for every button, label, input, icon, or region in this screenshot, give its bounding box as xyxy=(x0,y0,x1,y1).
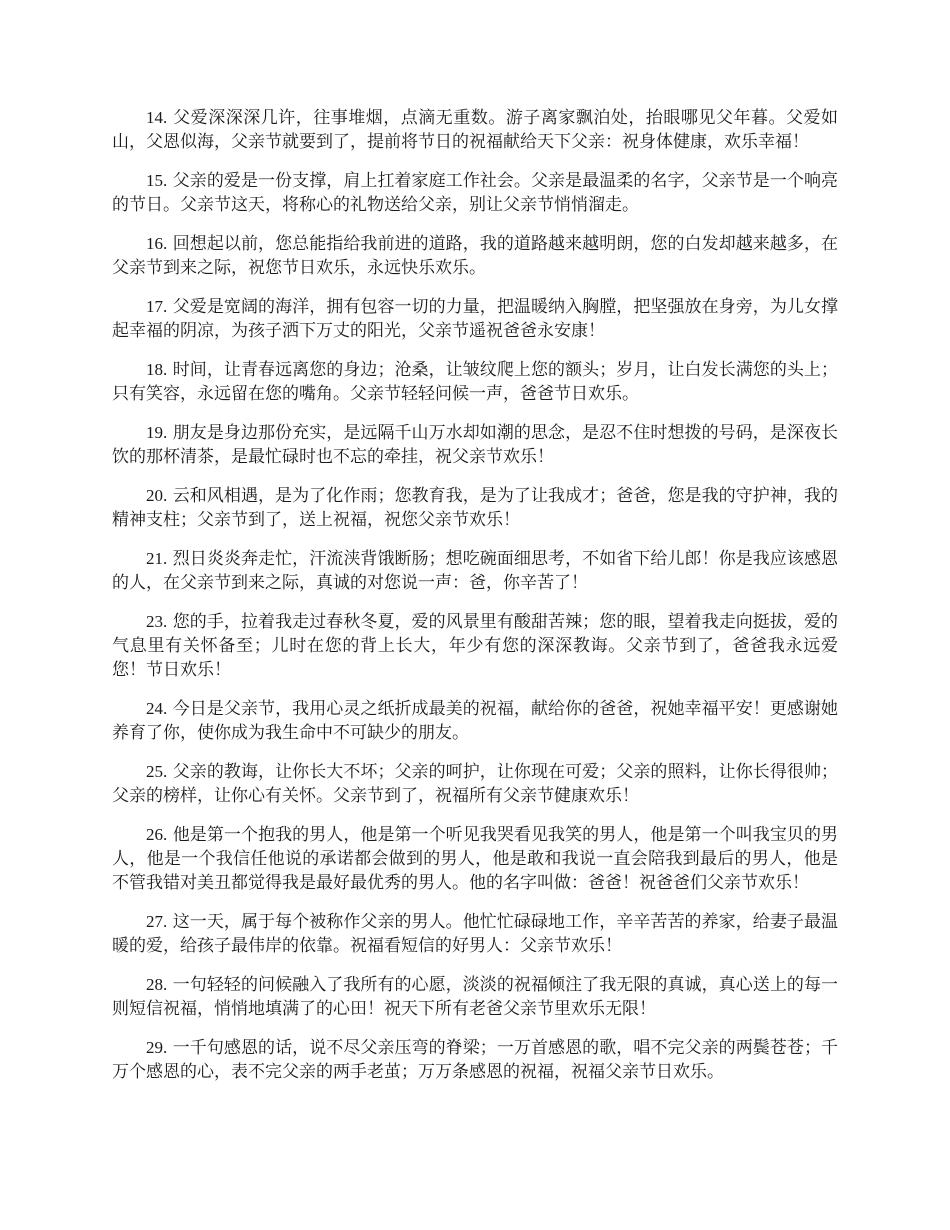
paragraph-number: 25. xyxy=(146,762,168,781)
paragraph-number: 16. xyxy=(146,234,168,253)
paragraph-28 xyxy=(112,973,838,1021)
paragraph-number: 29. xyxy=(146,1038,168,1057)
paragraph-text: 今日是父亲节，我用心灵之纸折成最美的祝福，献给你的爸爸，祝她幸福平安！更感谢她养育了你，使你成为我生命中不可缺少的朋友。 xyxy=(112,699,839,743)
paragraph-text: 云和风相遇，是为了化作雨；您教育我，是为了让我成才；爸爸，您是我的守护神，我的精神支柱；父亲节到了，送上祝福，祝您父亲节欢乐！ xyxy=(112,486,839,530)
paragraph-number: 14. xyxy=(146,108,168,127)
paragraph-number: 20. xyxy=(146,486,168,505)
paragraph-20 xyxy=(112,484,838,532)
paragraph-16 xyxy=(112,232,838,280)
paragraph-text: 您的手，拉着我走过春秋冬夏，爱的风景里有酸甜苦辣；您的眼，望着我走向挺拔，爱的气息里有关怀备至；儿时在您的背上长大，年少有您的深深教诲。父亲节到了，爸爸我永远爱您！节日欢乐！ xyxy=(112,612,839,680)
paragraph-17 xyxy=(112,295,838,343)
paragraph-text: 烈日炎炎奔走忙，汗流浃背饿断肠；想吃碗面细思考，不如省下给儿郎！你是我应该感恩的人，在父亲节到来之际，真诚的对您说一声：爸，你辛苦了！ xyxy=(112,549,839,593)
paragraph-14 xyxy=(112,106,838,154)
paragraph-number: 26. xyxy=(146,825,168,844)
paragraph-text: 时间，让青春远离您的身边；沧桑，让皱纹爬上您的额头；岁月，让白发长满您的头上；只有笑容，永远留在您的嘴角。父亲节轻轻问候一声，爸爸节日欢乐。 xyxy=(112,360,839,404)
paragraph-number: 27. xyxy=(146,912,168,931)
paragraph-26 xyxy=(112,823,838,895)
paragraph-number: 15. xyxy=(146,171,168,190)
paragraph-18 xyxy=(112,358,838,406)
paragraph-text: 父爱是宽阔的海洋，拥有包容一切的力量，把温暖纳入胸膛，把坚强放在身旁，为儿女撑起幸福的阴凉，为孩子洒下万丈的阳光，父亲节遥祝爸爸永安康！ xyxy=(112,297,839,341)
paragraph-text: 他是第一个抱我的男人，他是第一个听见我哭看见我笑的男人，他是第一个叫我宝贝的男人，他是一个我信任他说的承诺都会做到的男人，他是敢和我说一直会陪我到最后的男人，他是不管我错对美丑都觉得我是最好最优秀的男人。他的名字叫做：爸爸！祝爸爸们父亲节欢乐！ xyxy=(112,825,839,893)
paragraph-text: 一千句感恩的话，说不尽父亲压弯的脊梁；一万首感恩的歌，唱不完父亲的两鬓苍苍；千万个感恩的心，表不完父亲的两手老茧；万万条感恩的祝福，祝福父亲节日欢乐。 xyxy=(112,1038,839,1082)
paragraph-24 xyxy=(112,697,838,745)
paragraph-15 xyxy=(112,169,838,217)
paragraph-21 xyxy=(112,547,838,595)
paragraph-text: 父亲的爱是一份支撑，肩上扛着家庭工作社会。父亲是最温柔的名字，父亲节是一个响亮的节日。父亲节这天，将称心的礼物送给父亲，别让父亲节悄悄溜走。 xyxy=(112,171,839,215)
paragraph-text: 这一天，属于每个被称作父亲的男人。他忙忙碌碌地工作，辛辛苦苦的养家，给妻子最温暖的爱，给孩子最伟岸的依靠。祝福看短信的好男人：父亲节欢乐！ xyxy=(112,912,839,956)
paragraph-27 xyxy=(112,910,838,958)
paragraph-number: 19. xyxy=(146,423,168,442)
paragraph-number: 18. xyxy=(146,360,168,379)
paragraph-number: 17. xyxy=(146,297,168,316)
paragraph-23 xyxy=(112,610,838,682)
paragraph-29 xyxy=(112,1036,838,1084)
paragraph-number: 24. xyxy=(146,699,168,718)
paragraph-number: 21. xyxy=(146,549,168,568)
paragraph-text: 父亲的教诲，让你长大不坏；父亲的呵护，让你现在可爱；父亲的照料，让你长得很帅；父亲的榜样，让你心有关怀。父亲节到了，祝福所有父亲节健康欢乐！ xyxy=(112,762,839,806)
paragraph-text: 回想起以前，您总能指给我前进的道路，我的道路越来越明朗，您的白发却越来越多，在父亲节到来之际，祝您节日欢乐，永远快乐欢乐。 xyxy=(112,234,839,278)
paragraph-text: 朋友是身边那份充实，是远隔千山万水却如潮的思念，是忍不住时想拨的号码，是深夜长饮的那杯清茶，是最忙碌时也不忘的牵挂，祝父亲节欢乐！ xyxy=(112,423,839,467)
paragraph-number: 23. xyxy=(146,612,168,631)
paragraph-text: 一句轻轻的问候融入了我所有的心愿，淡淡的祝福倾注了我无限的真诚，真心送上的每一则短信祝福，悄悄地填满了的心田！祝天下所有老爸父亲节里欢乐无限！ xyxy=(112,975,839,1019)
paragraph-text: 父爱深深深几许，往事堆烟，点滴无重数。游子离家飘泊处，抬眼哪见父年暮。父爱如山，父恩似海，父亲节就要到了，提前将节日的祝福献给天下父亲：祝身体健康，欢乐幸福！ xyxy=(112,108,839,152)
paragraph-25 xyxy=(112,760,838,808)
document-body xyxy=(112,106,838,1099)
paragraph-number: 28. xyxy=(146,975,168,994)
paragraph-19 xyxy=(112,421,838,469)
